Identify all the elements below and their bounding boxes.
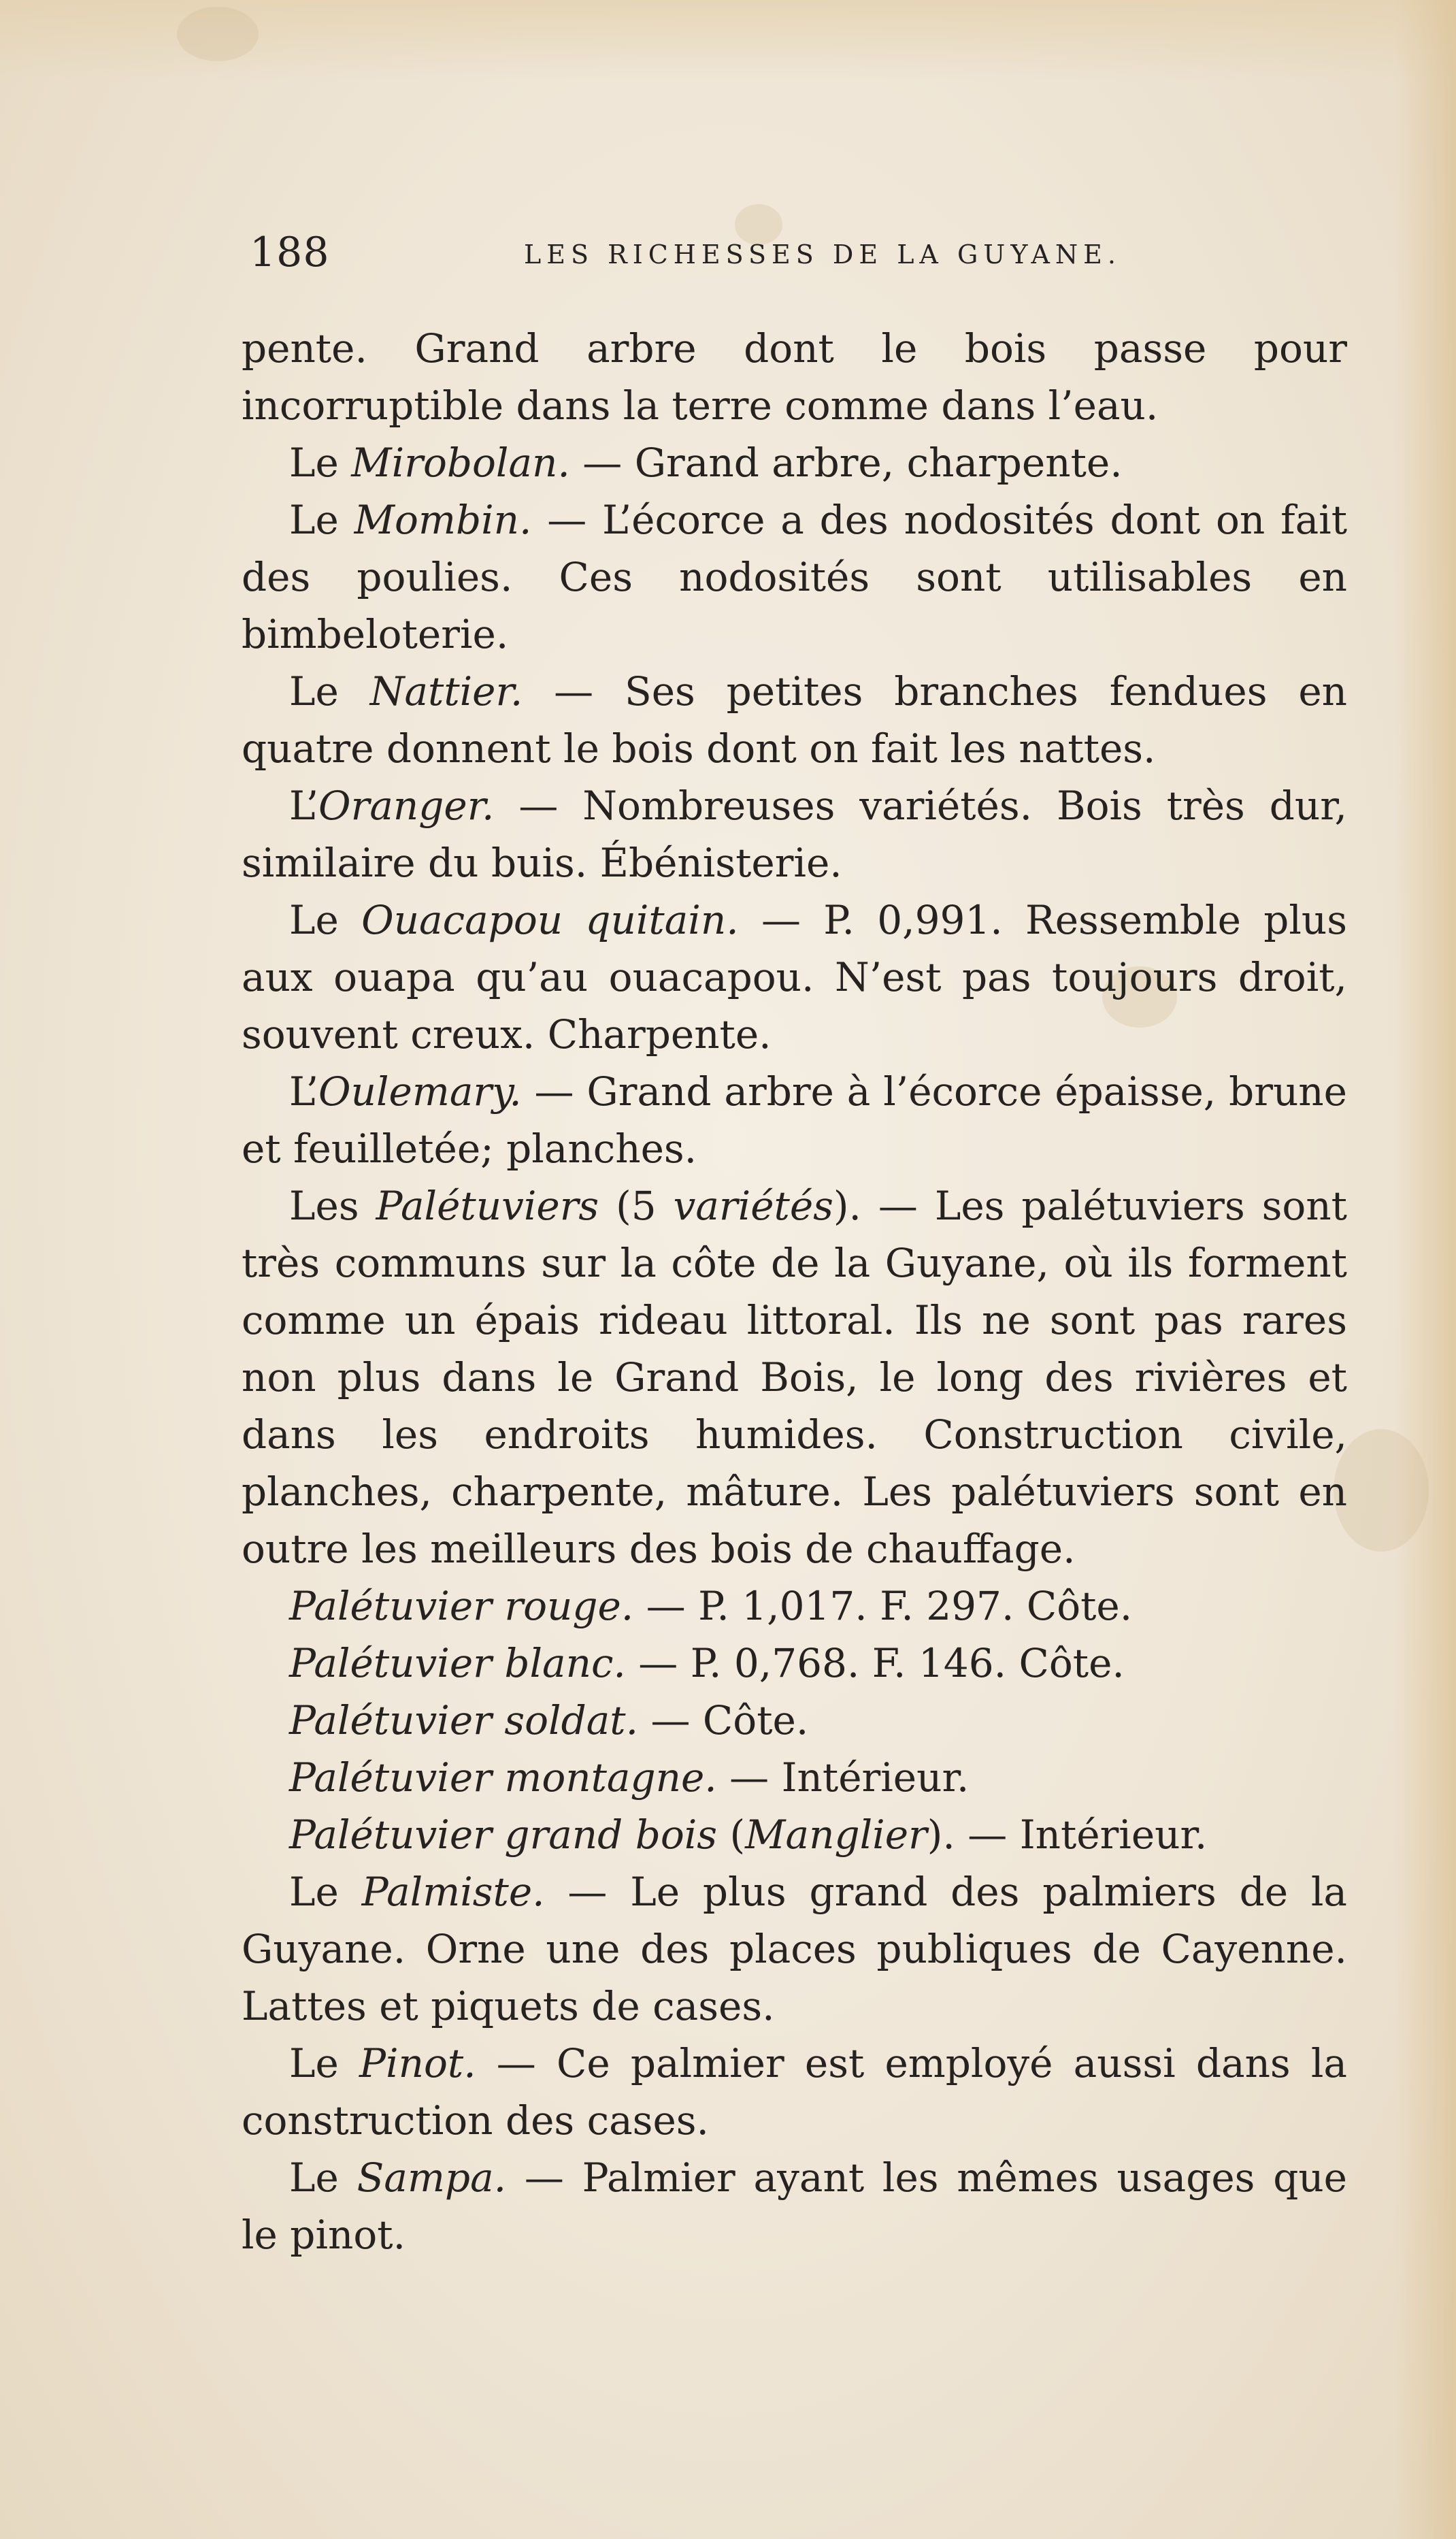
text-segment: Le [289,440,352,486]
text-segment: Le [289,897,362,943]
italic-term: Sampa. [357,2155,507,2201]
text-segment: — P. 1,017. F. 297. Côte. [633,1583,1133,1629]
species-entry [242,1806,1347,1863]
text-segment: — L’écorce a des nodosités dont on fait des poulies. Ces nodosités sont utilisables en bimbeloterie. [242,497,1348,657]
text-segment: — Côte. [638,1697,809,1743]
italic-term: Palétuvier blanc. [289,1640,626,1686]
text-segment: — Ce palmier est employé aussi dans la construction des cases. [242,2040,1347,2144]
paper-right-edge-discoloration [1395,0,1456,2539]
text-segment: — Nombreuses variétés. Bois très dur, similaire du buis. Ébénisterie. [242,783,1347,886]
text-segment: ( [717,1812,746,1858]
wood-entry [242,777,1347,891]
text-segment: Le [289,2155,357,2201]
text-segment: — Intérieur. [716,1754,970,1801]
wood-entry [242,1863,1347,2035]
italic-term: Palétuvier soldat. [289,1697,639,1743]
wood-entry [242,1177,1347,1577]
page-header [242,225,1347,286]
italic-term: Palétuvier montagne. [289,1754,717,1801]
species-entry [242,1692,1347,1749]
italic-term: Palétuvier rouge. [289,1583,634,1629]
italic-term: Oranger. [318,783,495,829]
text-segment: Le [289,668,370,715]
body-text [242,320,1347,2263]
text-segment: — Grand arbre à l’écorce épaisse, brune et feuilletée; planches. [242,1068,1347,1172]
species-entry [242,1635,1347,1692]
book-page [242,225,1347,2263]
text-segment: ). — Les palétuviers sont très communs sur la côte de la Guyane, où ils forment comme un épais rideau littoral. Ils ne sont pas rares non plus dans le Grand Bois, le long des rivières et dans les endroits humides. Construction civile, planches, charpente, mâture. Les palétuviers sont en outre les meilleurs des bois de chauffage. [242,1183,1347,1572]
italic-term: Mombin. [354,497,532,543]
paper-stain [1334,1429,1429,1552]
wood-entry [242,891,1347,1063]
italic-term: Palétuvier grand bois [289,1812,718,1858]
wood-entry [242,2035,1347,2149]
text-segment: L’ [289,1068,319,1115]
paper-stain [177,7,259,61]
italic-term: Oulemary. [318,1068,522,1115]
text-segment: Le [289,497,354,543]
text-segment: — Ses petites branches fendues en quatre donnent le bois dont on fait les nattes. [242,668,1347,772]
italic-term: Nattier. [369,668,523,715]
wood-entry [242,491,1347,663]
wood-entry [242,1063,1347,1177]
italic-term: Mirobolan. [351,440,570,486]
text-segment: pente. Grand arbre dont le bois passe pour incorruptible dans la terre comme dans l’eau. [242,325,1347,429]
text-segment: — P. 0,768. F. 146. Côte. [625,1640,1125,1686]
text-segment: — Grand arbre, charpente. [569,440,1123,486]
text-segment: — P. 0,991. Ressemble plus aux ouapa qu’au ouacapou. N’est pas toujours droit, souvent creux. Charpente. [242,897,1347,1058]
species-entry [242,1749,1347,1806]
text-segment: Les [289,1183,376,1229]
wood-entry [242,434,1347,491]
text-segment: Le [289,2040,360,2086]
wood-entry [242,663,1347,777]
italic-term: Palmiste. [361,1869,545,1915]
continued-paragraph [242,320,1347,434]
text-segment: Le [289,1869,362,1915]
species-entry [242,1577,1347,1635]
running-title: LES RICHESSES DE LA GUYANE. [524,240,1121,269]
italic-term: Pinot. [359,2040,476,2086]
text-segment: ). — Intérieur. [927,1812,1208,1858]
text-segment: L’ [289,783,319,829]
italic-term: Ouacapou quitain. [361,897,739,943]
italic-term: variétés [673,1183,833,1229]
italic-term: Palétuviers [376,1183,599,1229]
wood-entry [242,2149,1347,2263]
text-segment: (5 [599,1183,674,1229]
italic-term: Manglier [745,1812,927,1858]
text-segment: — Palmier ayant les mêmes usages que le pinot. [242,2155,1348,2258]
text-segment: — Le plus grand des palmiers de la Guyane. Orne une des places publiques de Cayenne. Lattes et piquets de cases. [242,1869,1347,2029]
page-number: 188 [250,229,330,276]
